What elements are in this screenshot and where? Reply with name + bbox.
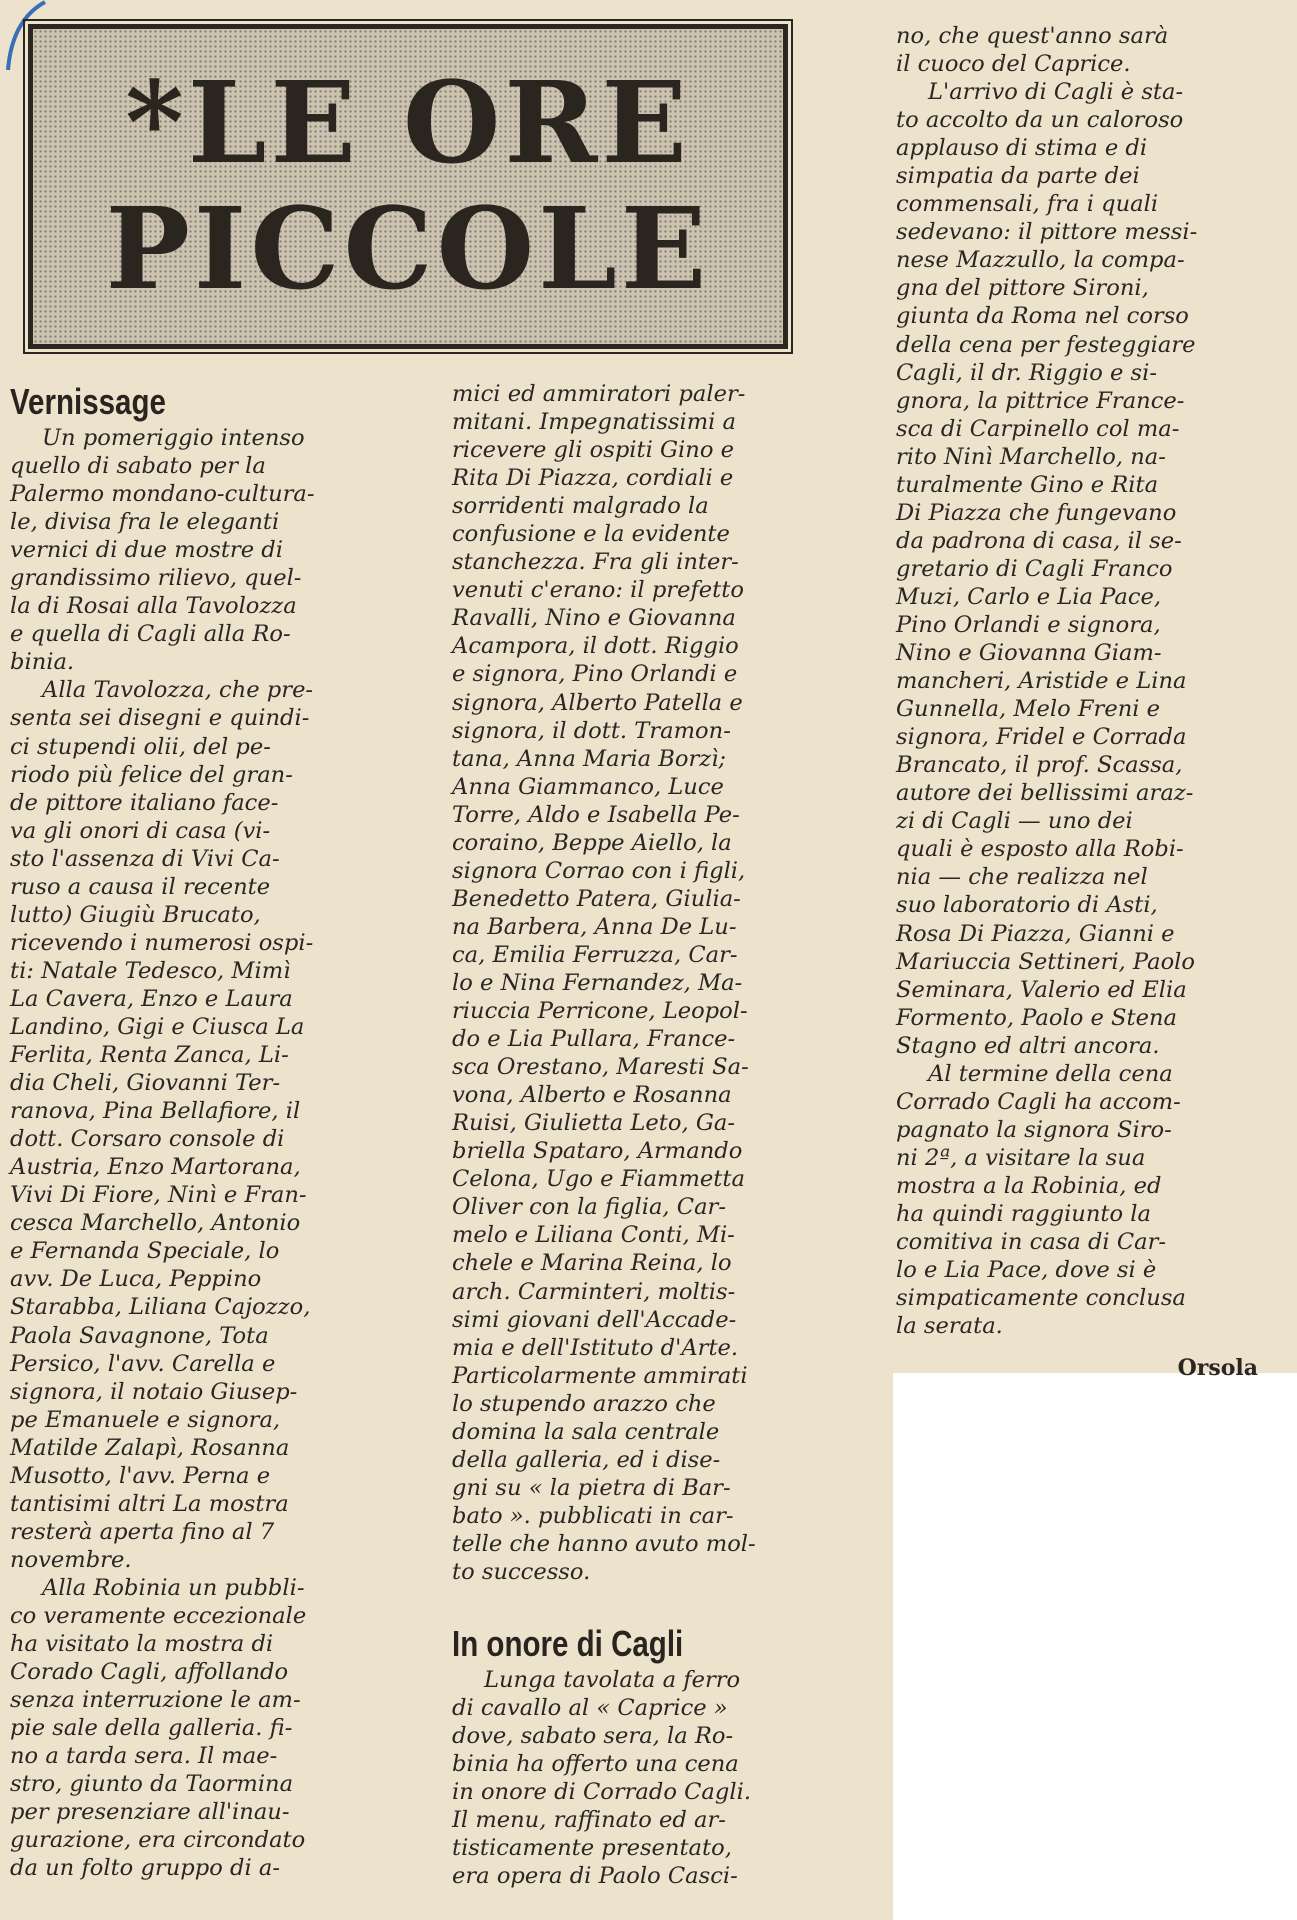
text-line: ha visitato la mostra di [10,1631,274,1658]
text-line: stro, giunto da Taormina [10,1771,294,1798]
text-line: commensali, fra i quali [896,191,1159,218]
text-line: Mariuccia Settineri, Paolo [896,948,1196,975]
text-line: zi di Cagli — uno dei [896,808,1133,835]
text-line: della cena per festeggiare [896,331,1196,358]
blank-cutout-area [893,1373,1297,1920]
text-line: binia ha offerto una cena [452,1751,739,1778]
text-line: Ferlita, Renta Zanca, Li- [10,1042,289,1069]
text-line: Seminara, Valerio ed Elia [896,976,1187,1003]
text-line: riuccia Perricone, Leopol- [452,998,748,1025]
text-line: pe Emanuele e signora, [10,1406,281,1433]
text-line: resterà aperta fino al 7 [10,1518,275,1545]
text-line: applauso di stima e di [896,135,1148,162]
text-line: e signora, Pino Orlandi e [452,661,738,688]
text-line: sedevano: il pittore messi- [896,219,1198,246]
text-line: Persico, l'avv. Carella e [10,1350,276,1377]
text-line: binia. [10,649,75,676]
text-line: vona, Alberto e Rosanna [452,1082,732,1109]
text-line: Anna Giammanco, Luce [452,773,724,800]
text-line: gretario di Cagli Franco [896,555,1173,582]
text-line: tana, Anna Maria Borzì; [452,745,727,772]
text-line: dove, sabato sera, la Ro- [452,1723,734,1750]
text-line: Ravalli, Nino e Giovanna [452,605,736,632]
text-line: to accolto da un caloroso [896,107,1184,134]
text-line: nia — che realizza nel [896,864,1148,891]
text-line: gnora, la pittrice France- [896,387,1185,414]
text-line: turalmente Gino e Rita [896,471,1159,498]
text-line: in onore di Corrado Cagli. [452,1779,752,1806]
section-heading-vernissage: Vernissage [10,381,166,422]
text-line: vernici di due mostre di [10,537,283,564]
text-line: Corado Cagli, affollando [10,1659,289,1686]
text-line: avv. De Luca, Peppino [10,1266,262,1293]
text-line: per presenziare all'inau- [10,1799,290,1826]
text-line: grandissimo rilievo, quel- [10,565,302,592]
text-line: mia e dell'Istituto d'Arte. [452,1334,739,1361]
text-line: nese Mazzullo, la compa- [896,247,1185,274]
text-line: Muzi, Carlo e Lia Pace, [896,583,1162,610]
text-line: de pittore italiano face- [10,789,279,816]
text-line: va gli onori di casa (vi- [10,817,271,844]
text-line: ha quindi raggiunto la [896,1200,1151,1227]
text-line: gni su « la pietra di Bar- [452,1474,731,1501]
section-heading-in-onore-di-cagli: In onore di Cagli [452,1623,684,1665]
text-line: giunta da Roma nel corso [896,303,1189,330]
text-line: ti: Natale Tedesco, Mimì [10,957,291,984]
text-line: Vivi Di Fiore, Ninì e Fran- [10,1182,307,1209]
text-line: Rita Di Piazza, cordiali e [452,465,734,492]
text-line: ci stupendi olii, del pe- [10,733,271,760]
text-line: Torre, Aldo e Isabella Pe- [452,801,740,828]
text-line: quello di sabato per la [10,453,266,480]
text-line: bato ». pubblicati in car- [452,1502,734,1529]
text-line: simpatia da parte dei [896,163,1140,190]
text-line: gna del pittore Sironi, [896,275,1149,302]
text-line: dott. Corsaro console di [10,1126,285,1153]
text-line: e quella di Cagli alla Ro- [10,621,291,648]
text-line: domina la sala centrale [452,1418,720,1445]
headline-box [28,24,788,349]
text-line: Corrado Cagli ha accom- [896,1088,1181,1115]
text-line: lo stupendo arazzo che [452,1390,716,1417]
text-line: Di Piazza che fungevano [896,499,1177,526]
headline-line-2: PICCOLE [105,183,711,315]
text-line: Starabba, Liliana Cajozzo, [10,1294,311,1321]
text-line: Matilde Zalapì, Rosanna [10,1434,290,1461]
text-line: Musotto, l'avv. Perna e [10,1462,271,1489]
text-line: Particolarmente ammirati [452,1362,748,1389]
text-line: mitani. Impegnatissimi a [452,409,737,436]
column-2 [452,380,842,1890]
text-line: dia Cheli, Giovanni Ter- [10,1070,281,1097]
text-line: mici ed ammiratori paler- [452,381,746,407]
text-line: senza interruzione le am- [10,1687,301,1714]
text-line: Acampora, il dott. Riggio [452,633,739,660]
text-line: signora, Fridel e Corrada [896,724,1187,751]
text-line: ruso a causa il recente [10,873,271,900]
text-line: signora Corrao con i figli, [452,857,746,884]
text-line: co veramente eccezionale [10,1602,307,1629]
column-3 [896,22,1286,1382]
text-line: Nino e Giovanna Giam- [896,640,1162,667]
text-line: simpaticamente conclusa [896,1285,1186,1312]
text-line: Gunnella, Melo Freni e [896,696,1161,723]
text-line: Landino, Gigi e Ciusca La [10,1013,305,1040]
text-line: della galleria, ed i dise- [452,1446,721,1473]
text-line: pagnato la signora Siro- [896,1116,1172,1143]
text-line: signora, il notaio Giusep- [10,1378,298,1405]
text-line: simi giovani dell'Accade- [452,1306,737,1333]
text-line: telle che hanno avuto mol- [452,1530,756,1557]
text-line: ricevere gli ospiti Gino e [452,437,734,464]
text-line: Brancato, il prof. Scassa, [896,752,1183,779]
text-line: Lunga tavolata a ferro [484,1667,741,1694]
text-line: Palermo mondano-cultura- [10,481,315,508]
text-line: Alla Tavolozza, che pre- [42,677,314,704]
text-line: Celona, Ugo e Fiammetta [452,1166,745,1193]
text-line: di cavallo al « Caprice » [452,1695,728,1722]
text-line: tisticamente presentato, [452,1835,732,1862]
text-line: mancheri, Aristide e Lina [896,668,1187,695]
text-line: sorridenti malgrado la [452,493,709,520]
text-line: riodo più felice del gran- [10,761,293,788]
text-line: gurazione, era circondato [10,1827,306,1854]
text-line: signora, Alberto Patella e [452,689,743,716]
text-line: mostra a la Robinia, ed [896,1172,1162,1199]
text-line: le, divisa fra le eleganti [10,509,280,536]
text-line: chele e Marina Reina, lo [452,1250,732,1277]
text-line: melo e Liliana Conti, Mi- [452,1222,735,1249]
text-line: cesca Marchello, Antonio [10,1210,301,1237]
text-line: briella Spataro, Armando [452,1138,743,1165]
text-line: novembre. [10,1546,132,1573]
text-line: stanchezza. Fra gli inter- [452,549,739,576]
text-line: ni 2ª, a visitare la sua [896,1144,1146,1171]
text-line: coraino, Beppe Aiello, la [452,829,732,856]
text-line: L'arrivo di Cagli è sta- [928,79,1184,106]
text-line: Rosa Di Piazza, Gianni e [896,920,1175,947]
text-line: Oliver con la figlia, Car- [452,1194,726,1221]
text-line: rito Ninì Marchello, na- [896,443,1166,470]
text-line: Benedetto Patera, Giulia- [452,885,741,912]
text-line: Paola Savagnone, Tota [10,1322,269,1349]
text-line: era opera di Paolo Casci- [452,1863,738,1890]
text-line: Il menu, raffinato ed ar- [452,1807,726,1834]
text-line: no, che quest'anno sarà [896,23,1169,49]
text-line: e Fernanda Speciale, lo [10,1238,280,1265]
text-line: Un pomeriggio intenso [42,425,305,451]
column-1 [10,380,400,1882]
text-line: confusione e la evidente [452,521,730,548]
text-line: Cagli, il dr. Riggio e si- [896,359,1157,386]
text-line: Formento, Paolo e Stena [896,1004,1178,1031]
text-line: arch. Carminteri, moltis- [452,1278,736,1305]
text-line: sca Orestano, Maresti Sa- [452,1054,749,1081]
text-line: Stagno ed altri ancora. [896,1032,1160,1059]
text-line: ricevendo i numerosi ospi- [10,929,314,956]
text-line: quali è esposto alla Robi- [896,836,1184,863]
text-line: tantisimi altri La mostra [10,1490,289,1517]
text-line: venuti c'erano: il prefetto [452,577,744,604]
text-line: sto l'assenza di Vivi Ca- [10,845,280,872]
text-line: Pino Orlandi e signora, [896,611,1161,638]
text-line: Al termine della cena [928,1060,1173,1087]
author-signature: Orsola [1177,1355,1258,1382]
text-line: il cuoco del Caprice. [896,51,1131,78]
text-line: Alla Robinia un pubbli- [42,1574,305,1601]
text-line: la serata. [896,1313,1003,1340]
text-line: no a tarda sera. Il mae- [10,1743,278,1770]
text-line: La Cavera, Enzo e Laura [10,985,293,1012]
text-line: da un folto gruppo di a- [10,1855,280,1882]
text-line: ca, Emilia Ferruzza, Car- [452,941,738,968]
text-line: la di Rosai alla Tavolozza [10,593,297,620]
text-line: autore dei bellissimi araz- [896,780,1194,807]
text-line: signora, il dott. Tramon- [452,717,731,744]
text-line: senta sei disegni e quindi- [10,705,310,732]
text-line: sca di Carpinello col ma- [896,415,1180,442]
text-line: Ruisi, Giulietta Leto, Ga- [452,1110,736,1137]
text-line: suo laboratorio di Asti, [896,892,1158,919]
text-line: da padrona di casa, il se- [896,527,1182,554]
text-line: pie sale della galleria. fi- [10,1715,293,1742]
text-line: to successo. [452,1558,591,1585]
text-line: na Barbera, Anna De Lu- [452,913,737,940]
headline-line-1: *LE ORE [125,57,691,189]
text-line: lo e Lia Pace, dove si è [896,1257,1157,1284]
text-line: comitiva in casa di Car- [896,1229,1167,1256]
text-line: ranova, Pina Bellafiore, il [10,1098,301,1125]
text-line: lo e Nina Fernandez, Ma- [452,969,743,996]
text-line: do e Lia Pullara, France- [452,1026,736,1053]
text-line: lutto) Giugiù Brucato, [10,901,261,928]
text-line: Austria, Enzo Martorana, [10,1154,301,1181]
